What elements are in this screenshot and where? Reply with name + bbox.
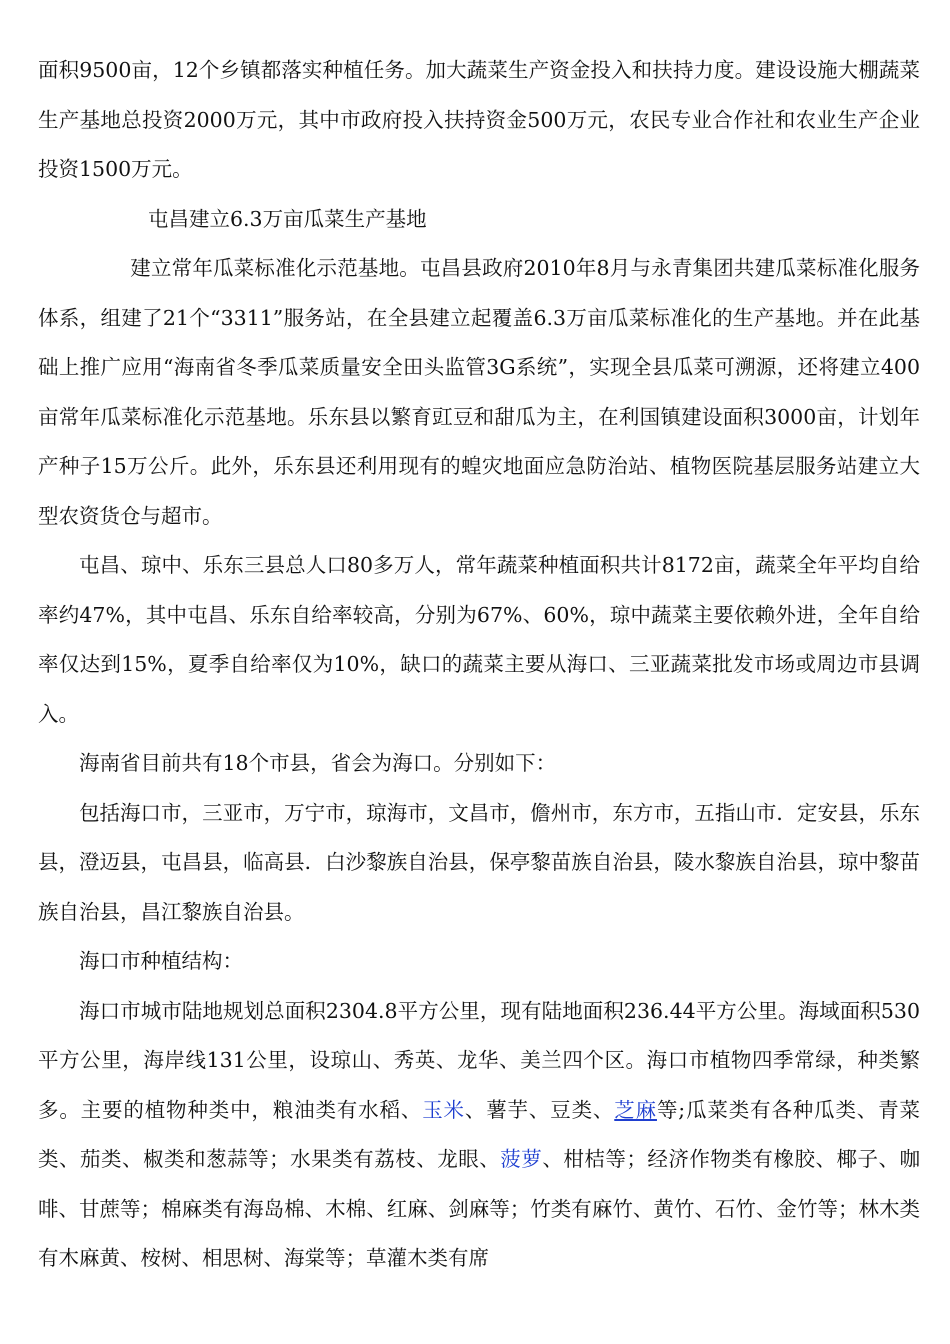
paragraph-haikou-structure xyxy=(38,987,920,1284)
paragraph-tunchang-base: 建立常年瓜菜标准化示范基地。屯昌县政府2010年8月与永青集团共建瓜菜标准化服务体系，组建了21个“3311”服务站，在全县建立起覆盖6.3万亩瓜菜标准化的生产基地。并在此基础上推广应用“海南省冬季瓜菜质量安全田头监管3G系统”，实现全县瓜菜可溯源，还将建立400亩常年瓜菜标准化示范基地。乐东县以繁育豇豆和甜瓜为主，在利国镇建设面积3000亩，计划年产种子15万公斤。此外，乐东县还利用现有的蝗灾地面应急防治站、植物医院基层服务站建立大型农资货仓与超市。 xyxy=(38,256,920,528)
text-segment: 海口市城市陆地规划总面积2304.8平方公里，现有陆地面积236.44平方公里。海域面积530平方公里，海岸线131公里，设琼山、秀英、龙华、美兰四个区。海口市植物四季常绿，种类繁多。主要的植物种类中，粮油类有水稻、 xyxy=(38,998,920,1122)
paragraph-hainan-counties-intro: 海南省目前共有18个市县，省会为海口。分别如下： xyxy=(79,751,557,775)
text-segment: 等;瓜菜类有各种瓜类、青菜类、茄类、椒类和葱蒜等；水果类有荔枝、龙眼、 xyxy=(38,1097,920,1171)
link-sesame[interactable]: 芝麻 xyxy=(614,1097,657,1122)
paragraph-vegetable-investment: 面积9500亩，12个乡镇都落实种植任务。加大蔬菜生产资金投入和扶持力度。建设设施大棚蔬菜生产基地总投资2000万元，其中市政府投入扶持资金500万元，农民专业合作社和农业生产企业投资1500万元。 xyxy=(38,58,920,181)
paragraph-three-counties: 屯昌、琼中、乐东三县总人口80多万人，常年蔬菜种植面积共计8172亩，蔬菜全年平均自给率约47%，其中屯昌、乐东自给率较高，分别为67%、60%，琼中蔬菜主要依赖外进，全年自给率仅达到15%，夏季自给率仅为10%，缺口的蔬菜主要从海口、三亚蔬菜批发市场或周边市县调入。 xyxy=(38,553,920,726)
link-pineapple[interactable]: 菠萝 xyxy=(500,1147,543,1171)
section-heading-tunchang: 屯昌建立6.3万亩瓜菜生产基地 xyxy=(148,206,427,231)
text-segment: 、柑桔等；经济作物类有橡胶、椰子、咖啡、甘蔗等；棉麻类有海岛棉、木棉、红麻、剑麻等；竹类有麻竹、黄竹、石竹、金竹等；林木类有木麻黄、桉树、相思树、海棠等；草灌木类有席 xyxy=(38,1147,921,1270)
paragraph-county-list: 包括海口市，三亚市，万宁市，琼海市，文昌市，儋州市，东方市，五指山市．定安县，乐东县，澄迈县，屯昌县，临高县．白沙黎族自治县，保亭黎苗族自治县，陵水黎族自治县，琼中黎苗族自治县，昌江黎族自治县。 xyxy=(38,800,920,924)
link-corn[interactable]: 玉米 xyxy=(422,1097,465,1122)
paragraph-haikou-heading: 海口市种植结构： xyxy=(79,949,243,973)
text-segment: 、薯芋、豆类、 xyxy=(464,1097,615,1122)
